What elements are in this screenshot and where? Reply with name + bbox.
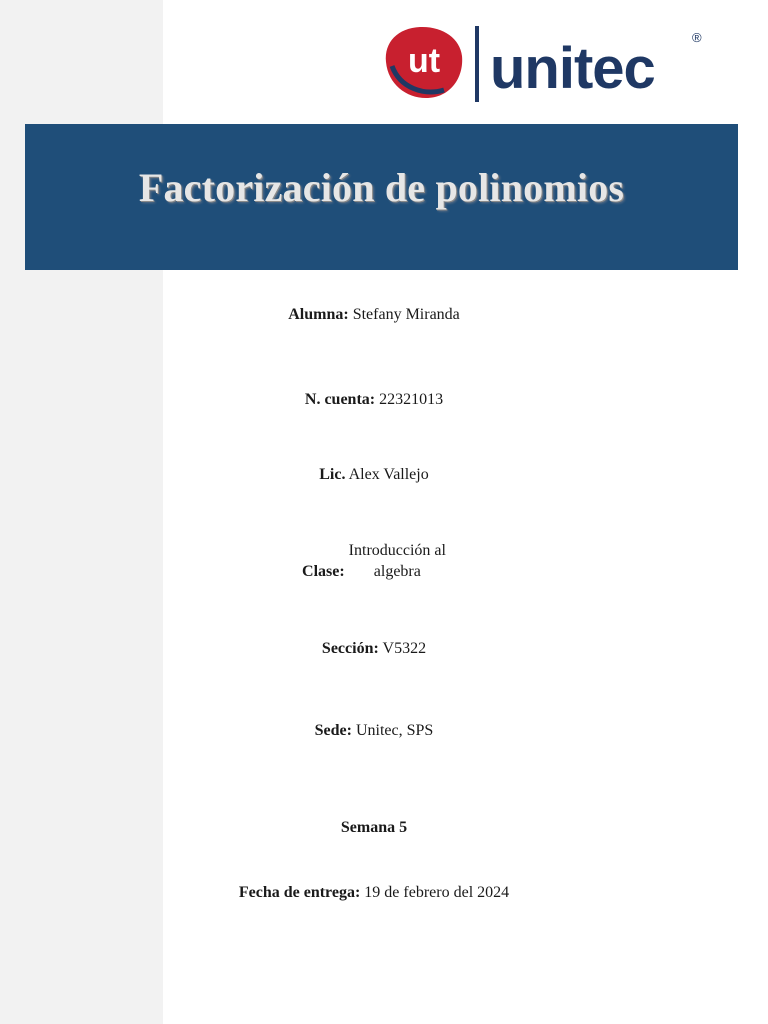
field-value: Stefany Miranda (352, 306, 460, 323)
field-value-line2: algebra (373, 563, 421, 580)
logo-monogram: ut (407, 42, 441, 80)
logo-divider (475, 26, 479, 102)
field-label: Alumna: (288, 306, 349, 323)
field-label: Sede: (314, 722, 352, 739)
field-value: 19 de febrero del 2024 (364, 884, 510, 901)
field-seccion (163, 638, 585, 659)
title-band (25, 124, 738, 270)
logo-registered-mark: ® (692, 30, 702, 45)
unitec-logo (378, 22, 708, 104)
field-fecha (163, 882, 585, 903)
field-lic (163, 464, 585, 485)
field-sede (163, 720, 585, 741)
logo-wordmark: unitec (490, 36, 655, 101)
field-value: V5322 (382, 640, 427, 657)
field-value: Unitec, SPS (355, 722, 434, 739)
field-label: Semana 5 (340, 819, 408, 836)
field-value-line1: Introducción al (348, 542, 446, 559)
field-alumna (163, 304, 585, 325)
field-label: Fecha de entrega: (238, 884, 361, 901)
field-label: Lic. (319, 466, 346, 483)
ut-badge-icon (386, 27, 462, 98)
field-label: Sección: (321, 640, 379, 657)
field-value: Alex Vallejo (348, 466, 429, 483)
field-value (349, 540, 446, 582)
document-title: Factorización de polinomios (138, 165, 625, 210)
field-clase (163, 540, 585, 582)
field-value: 22321013 (379, 391, 444, 408)
field-label: Clase: (302, 563, 345, 580)
field-cuenta (163, 389, 585, 410)
field-label: N. cuenta: (304, 391, 376, 408)
field-semana (163, 817, 585, 838)
